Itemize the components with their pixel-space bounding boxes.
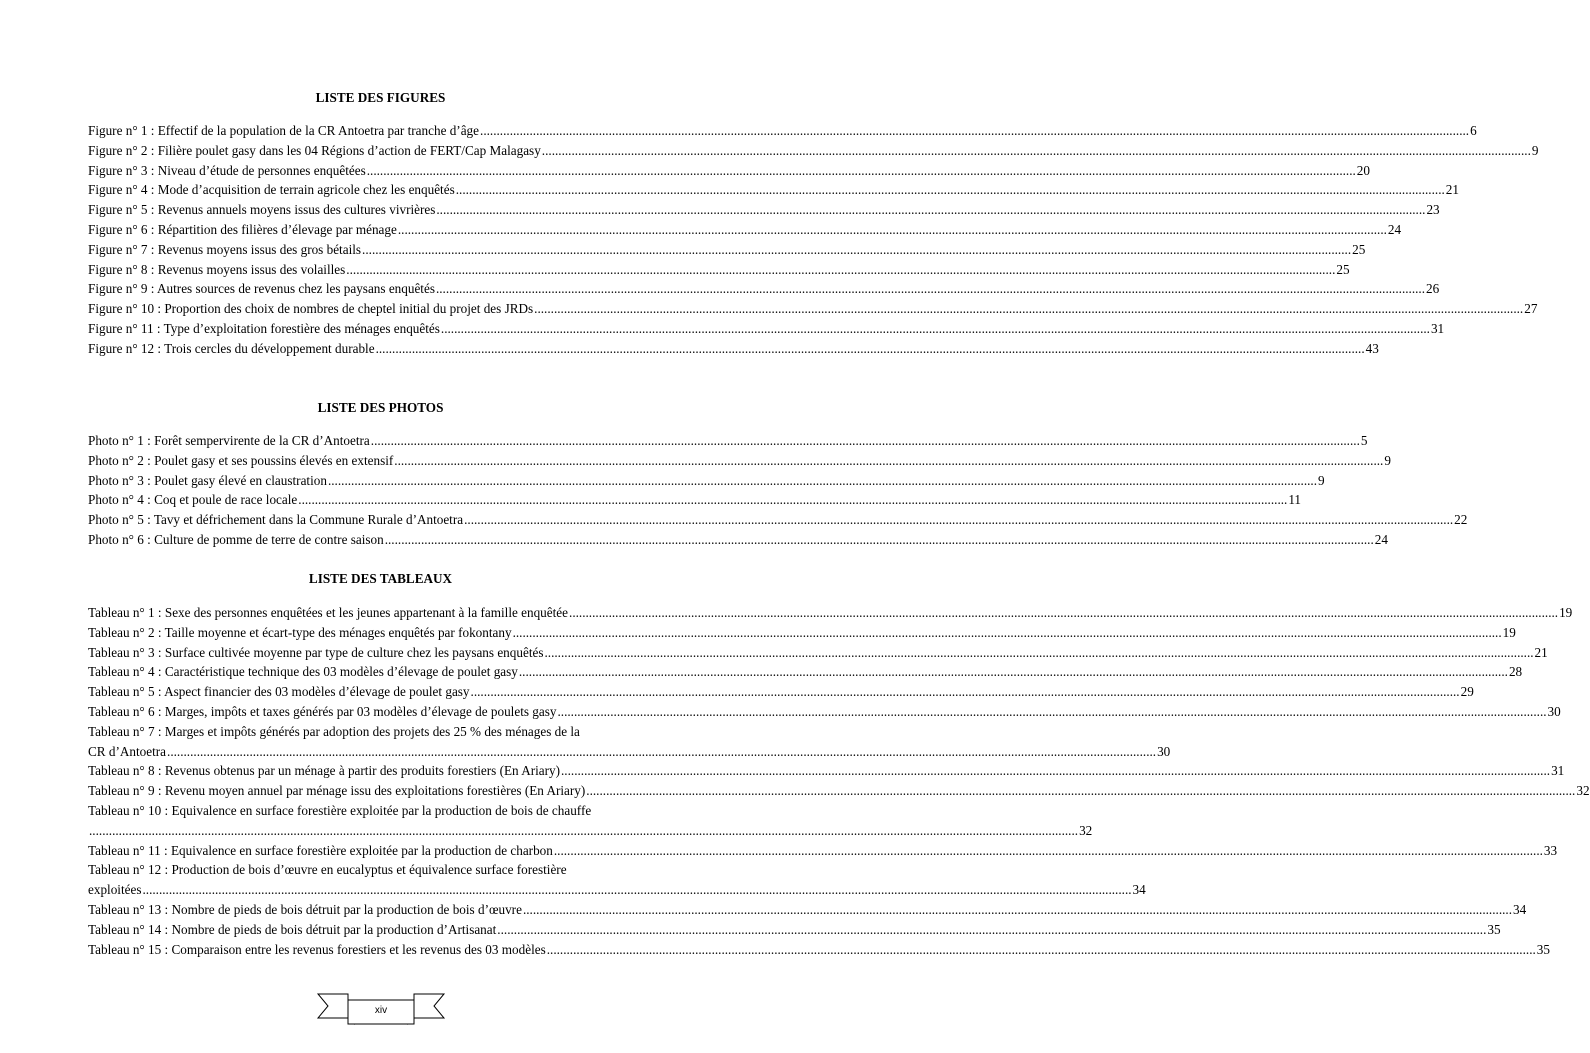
- table-entry-page: 35: [1487, 921, 1501, 937]
- table-entry[interactable]: [88, 900, 1527, 920]
- dot-leader: ............................................................................................................................................................................................................................................................................................................: [89, 822, 1079, 838]
- figure-entry[interactable]: [88, 180, 1459, 200]
- figure-entry-label: Figure n° 6 : Répartition des filières d’élevage par ménage: [88, 221, 397, 237]
- dot-leader: ............................................................................................................................................................................................................................................................................................................: [522, 901, 1512, 917]
- dot-leader: ............................................................................................................................................................................................................................................................................................................: [440, 320, 1430, 336]
- dot-leader: ............................................................................................................................................................................................................................................................................................................: [553, 842, 1543, 858]
- table-entry[interactable]: [88, 603, 1573, 623]
- figure-entry-page: 6: [1470, 123, 1477, 138]
- photo-entry-page: 24: [1374, 531, 1388, 547]
- table-entry[interactable]: [88, 841, 1558, 861]
- table-entry[interactable]: [88, 761, 1565, 781]
- figure-entry[interactable]: [88, 141, 1539, 161]
- figure-entry[interactable]: [88, 220, 1402, 240]
- dot-leader: ............................................................................................................................................................................................................................................................................................................: [497, 921, 1487, 937]
- dot-leader: ............................................................................................................................................................................................................................................................................................................: [370, 433, 1360, 448]
- table-entry-line2: [88, 880, 1146, 900]
- table-entry-page: 35: [1536, 941, 1550, 957]
- table-entry-label: Tableau n° 6 : Marges, impôts et taxes générés par 03 modèles d’élevage de poulets gasy: [88, 703, 557, 719]
- table-entry-label: Tableau n° 7 : Marges et impôts générés par adoption des projets des 25 % des ménages de la: [88, 723, 580, 739]
- dot-leader: ............................................................................................................................................................................................................................................................................................................: [455, 182, 1445, 198]
- table-entry-page: 30: [1547, 703, 1561, 719]
- dot-leader: ............................................................................................................................................................................................................................................................................................................: [384, 531, 1374, 547]
- table-entry-label: Tableau n° 12 : Production de bois d’œuvre en eucalyptus et équivalence surface forestière: [88, 862, 567, 878]
- figure-entry-page: 24: [1387, 221, 1402, 237]
- table-entry-label: Tableau n° 1 : Sexe des personnes enquêtées et les jeunes appartenant à la famille enquêtée: [88, 605, 569, 620]
- table-entry-page: 32: [1576, 783, 1590, 799]
- dot-leader: ............................................................................................................................................................................................................................................................................................................: [541, 142, 1531, 158]
- dot-leader: ............................................................................................................................................................................................................................................................................................................: [534, 301, 1524, 317]
- figure-entry-page: 20: [1356, 162, 1370, 178]
- table-entry-label: Tableau n° 8 : Revenus obtenus par un ménage à partir des produits forestiers (En Ariary): [88, 763, 560, 779]
- table-entry[interactable]: [88, 781, 1590, 801]
- table-entry-page: 32: [1079, 822, 1093, 838]
- photo-entry[interactable]: [88, 490, 1302, 510]
- dot-leader: ............................................................................................................................................................................................................................................................................................................: [586, 783, 1576, 799]
- photo-entry-page: 9: [1318, 472, 1325, 488]
- figures-heading: LISTE DES FIGURES: [315, 90, 446, 105]
- tables-list: [88, 603, 1590, 959]
- figures-list: [88, 121, 1539, 359]
- dot-leader: ............................................................................................................................................................................................................................................................................................................: [480, 123, 1470, 138]
- dot-leader: ............................................................................................................................................................................................................................................................................................................: [167, 743, 1157, 759]
- photo-entry-label: Photo n° 1 : Forêt sempervirente de la CR d’Antoetra: [88, 433, 370, 448]
- figure-entry-label: Figure n° 11 : Type d’exploitation forestière des ménages enquêtés: [88, 320, 440, 336]
- photo-entry-label: Photo n° 5 : Tavy et défrichement dans la Commune Rurale d’Antoetra: [88, 512, 464, 528]
- dot-leader: ............................................................................................................................................................................................................................................................................................................: [394, 452, 1384, 468]
- table-entry-line2: [88, 821, 1093, 841]
- photo-entry-label: Photo n° 3 : Poulet gasy élevé en claustration: [88, 472, 327, 488]
- dot-leader: ............................................................................................................................................................................................................................................................................................................: [544, 644, 1534, 660]
- table-entry[interactable]: [88, 682, 1474, 702]
- dot-leader: ............................................................................................................................................................................................................................................................................................................: [546, 941, 1536, 957]
- table-entry[interactable]: [88, 940, 1550, 960]
- table-entry[interactable]: [88, 643, 1548, 663]
- page-number: xiv: [374, 1005, 388, 1016]
- figure-entry-label: Figure n° 7 : Revenus moyens issus des gros bétails: [88, 241, 362, 257]
- figure-entry[interactable]: [88, 339, 1379, 359]
- table-entry-page: 28: [1508, 664, 1523, 680]
- table-entry-label-continued: CR d’Antoetra: [88, 743, 167, 759]
- table-entry[interactable]: [88, 860, 1146, 900]
- table-entry-page: 21: [1534, 644, 1548, 660]
- figure-entry-label: Figure n° 10 : Proportion des choix de nombres de cheptel initial du projet des JRDs: [88, 301, 534, 317]
- figure-entry-page: 27: [1524, 301, 1538, 317]
- figure-entry-page: 43: [1365, 340, 1379, 356]
- table-entry-label: Tableau n° 15 : Comparaison entre les revenus forestiers et les revenus des 03 modèles: [88, 941, 546, 957]
- table-entry-page: 34: [1132, 882, 1146, 898]
- dot-leader: ............................................................................................................................................................................................................................................................................................................: [366, 162, 1356, 178]
- photo-entry-page: 11: [1288, 492, 1302, 508]
- table-entry-line2: [88, 742, 1171, 762]
- dot-leader: ............................................................................................................................................................................................................................................................................................................: [362, 241, 1352, 257]
- dot-leader: ............................................................................................................................................................................................................................................................................................................: [557, 703, 1547, 719]
- table-entry-label: Tableau n° 10 : Equivalence en surface forestière exploitée par la production de bois de chauffe: [88, 802, 592, 818]
- dot-leader: ............................................................................................................................................................................................................................................................................................................: [327, 472, 1318, 488]
- dot-leader: ............................................................................................................................................................................................................................................................................................................: [561, 763, 1551, 779]
- dot-leader: ............................................................................................................................................................................................................................................................................................................: [298, 492, 1288, 508]
- photo-entry-page: 5: [1360, 433, 1368, 448]
- figure-entry-page: 25: [1336, 261, 1350, 277]
- figure-entry[interactable]: [88, 240, 1366, 260]
- figure-entry-label: Figure n° 8 : Revenus moyens issus des volailles: [88, 261, 346, 277]
- figure-entry-page: 26: [1426, 281, 1440, 297]
- table-entry[interactable]: [88, 702, 1561, 722]
- photo-entry[interactable]: [88, 471, 1325, 491]
- photo-entry-label: Photo n° 2 : Poulet gasy et ses poussins élevés en extensif: [88, 452, 394, 468]
- figure-entry-label: Figure n° 12 : Trois cercles du développement durable: [88, 340, 375, 356]
- photo-entry[interactable]: [88, 530, 1388, 550]
- figure-entry-page: 31: [1430, 320, 1445, 336]
- dot-leader: ............................................................................................................................................................................................................................................................................................................: [375, 340, 1365, 356]
- table-entry-page: 30: [1157, 743, 1171, 759]
- table-entry-label: Tableau n° 3 : Surface cultivée moyenne par type de culture chez les paysans enquêtés: [88, 644, 544, 660]
- table-entry-label: Tableau n° 9 : Revenu moyen annuel par ménage issu des exploitations forestières (En Ariary): [88, 783, 586, 799]
- figure-entry[interactable]: [88, 200, 1440, 220]
- table-entry-page: 34: [1513, 901, 1527, 917]
- figure-entry-label: Figure n° 9 : Autres sources de revenus chez les paysans enquêtés: [88, 281, 435, 297]
- dot-leader: ............................................................................................................................................................................................................................................................................................................: [518, 664, 1508, 680]
- figure-entry[interactable]: [88, 161, 1370, 181]
- photo-entry-label: Photo n° 4 : Coq et poule de race locale: [88, 492, 298, 508]
- figure-entry[interactable]: [88, 319, 1445, 339]
- photo-entry[interactable]: [88, 510, 1468, 530]
- photo-entry[interactable]: [88, 451, 1391, 471]
- figure-entry-page: 23: [1426, 202, 1440, 218]
- table-entry-label: Tableau n° 5 : Aspect financier des 03 modèles d’élevage de poulet gasy: [88, 684, 470, 700]
- figure-entry-page: 9: [1531, 142, 1539, 158]
- figure-entry[interactable]: [88, 279, 1440, 299]
- table-entry[interactable]: [88, 920, 1501, 940]
- table-entry[interactable]: [88, 662, 1523, 682]
- figure-entry-label: Figure n° 2 : Filière poulet gasy dans les 04 Régions d’action de FERT/Cap Malagasy: [88, 142, 541, 158]
- table-entry-page: 19: [1502, 624, 1516, 640]
- dot-leader: ............................................................................................................................................................................................................................................................................................................: [397, 221, 1387, 237]
- table-entry-page: 33: [1543, 842, 1558, 858]
- figure-entry-label: Figure n° 5 : Revenus annuels moyens issus des cultures vivrières: [88, 202, 436, 218]
- photo-entry[interactable]: [88, 431, 1368, 451]
- dot-leader: ............................................................................................................................................................................................................................................................................................................: [346, 261, 1336, 277]
- photo-entry-page: 22: [1454, 512, 1468, 528]
- photo-entry-page: 9: [1384, 452, 1391, 468]
- dot-leader: ............................................................................................................................................................................................................................................................................................................: [142, 882, 1132, 898]
- figure-entry-label: Figure n° 4 : Mode d’acquisition de terrain agricole chez les enquêtés: [88, 182, 455, 198]
- tables-heading: LISTE DES TABLEAUX: [308, 571, 453, 586]
- photos-list: [88, 431, 1468, 550]
- dot-leader: ............................................................................................................................................................................................................................................................................................................: [512, 624, 1502, 640]
- table-entry[interactable]: [88, 623, 1516, 643]
- figure-entry-label: Figure n° 3 : Niveau d’étude de personnes enquêtées: [88, 162, 366, 178]
- dot-leader: ............................................................................................................................................................................................................................................................................................................: [435, 281, 1426, 297]
- figure-entry[interactable]: [88, 121, 1477, 141]
- table-entry-label: Tableau n° 4 : Caractéristique technique des 03 modèles d’élevage de poulet gasy: [88, 664, 518, 680]
- table-entry-label-continued: exploitées: [88, 882, 142, 898]
- dot-leader: ............................................................................................................................................................................................................................................................................................................: [569, 605, 1559, 620]
- photo-entry-label: Photo n° 6 : Culture de pomme de terre de contre saison: [88, 531, 384, 547]
- table-entry-label: Tableau n° 14 : Nombre de pieds de bois détruit par la production d’Artisanat: [88, 921, 497, 937]
- table-entry-page: 31: [1551, 763, 1565, 779]
- photos-heading: LISTE DES PHOTOS: [317, 400, 444, 415]
- figure-entry[interactable]: [88, 299, 1538, 319]
- figure-entry-page: 21: [1445, 182, 1459, 198]
- figure-entry[interactable]: [88, 260, 1350, 280]
- table-entry-page: 19: [1559, 605, 1573, 620]
- page-number-banner: [318, 992, 444, 1028]
- table-entry[interactable]: [88, 801, 1093, 841]
- table-entry-label: Tableau n° 13 : Nombre de pieds de bois détruit par la production de bois d’œuvre: [88, 901, 522, 917]
- table-entry-label: Tableau n° 11 : Equivalence en surface forestière exploitée par la production de charbon: [88, 842, 553, 858]
- dot-leader: ............................................................................................................................................................................................................................................................................................................: [436, 202, 1426, 218]
- table-entry-label: Tableau n° 2 : Taille moyenne et écart-type des ménages enquêtés par fokontany: [88, 624, 512, 640]
- dot-leader: ............................................................................................................................................................................................................................................................................................................: [464, 512, 1454, 528]
- table-entry-page: 29: [1460, 684, 1474, 700]
- figure-entry-page: 25: [1352, 241, 1366, 257]
- figure-entry-label: Figure n° 1 : Effectif de la population de la CR Antoetra par tranche d’âge: [88, 123, 480, 138]
- dot-leader: ............................................................................................................................................................................................................................................................................................................: [470, 684, 1460, 700]
- table-entry[interactable]: [88, 722, 1171, 762]
